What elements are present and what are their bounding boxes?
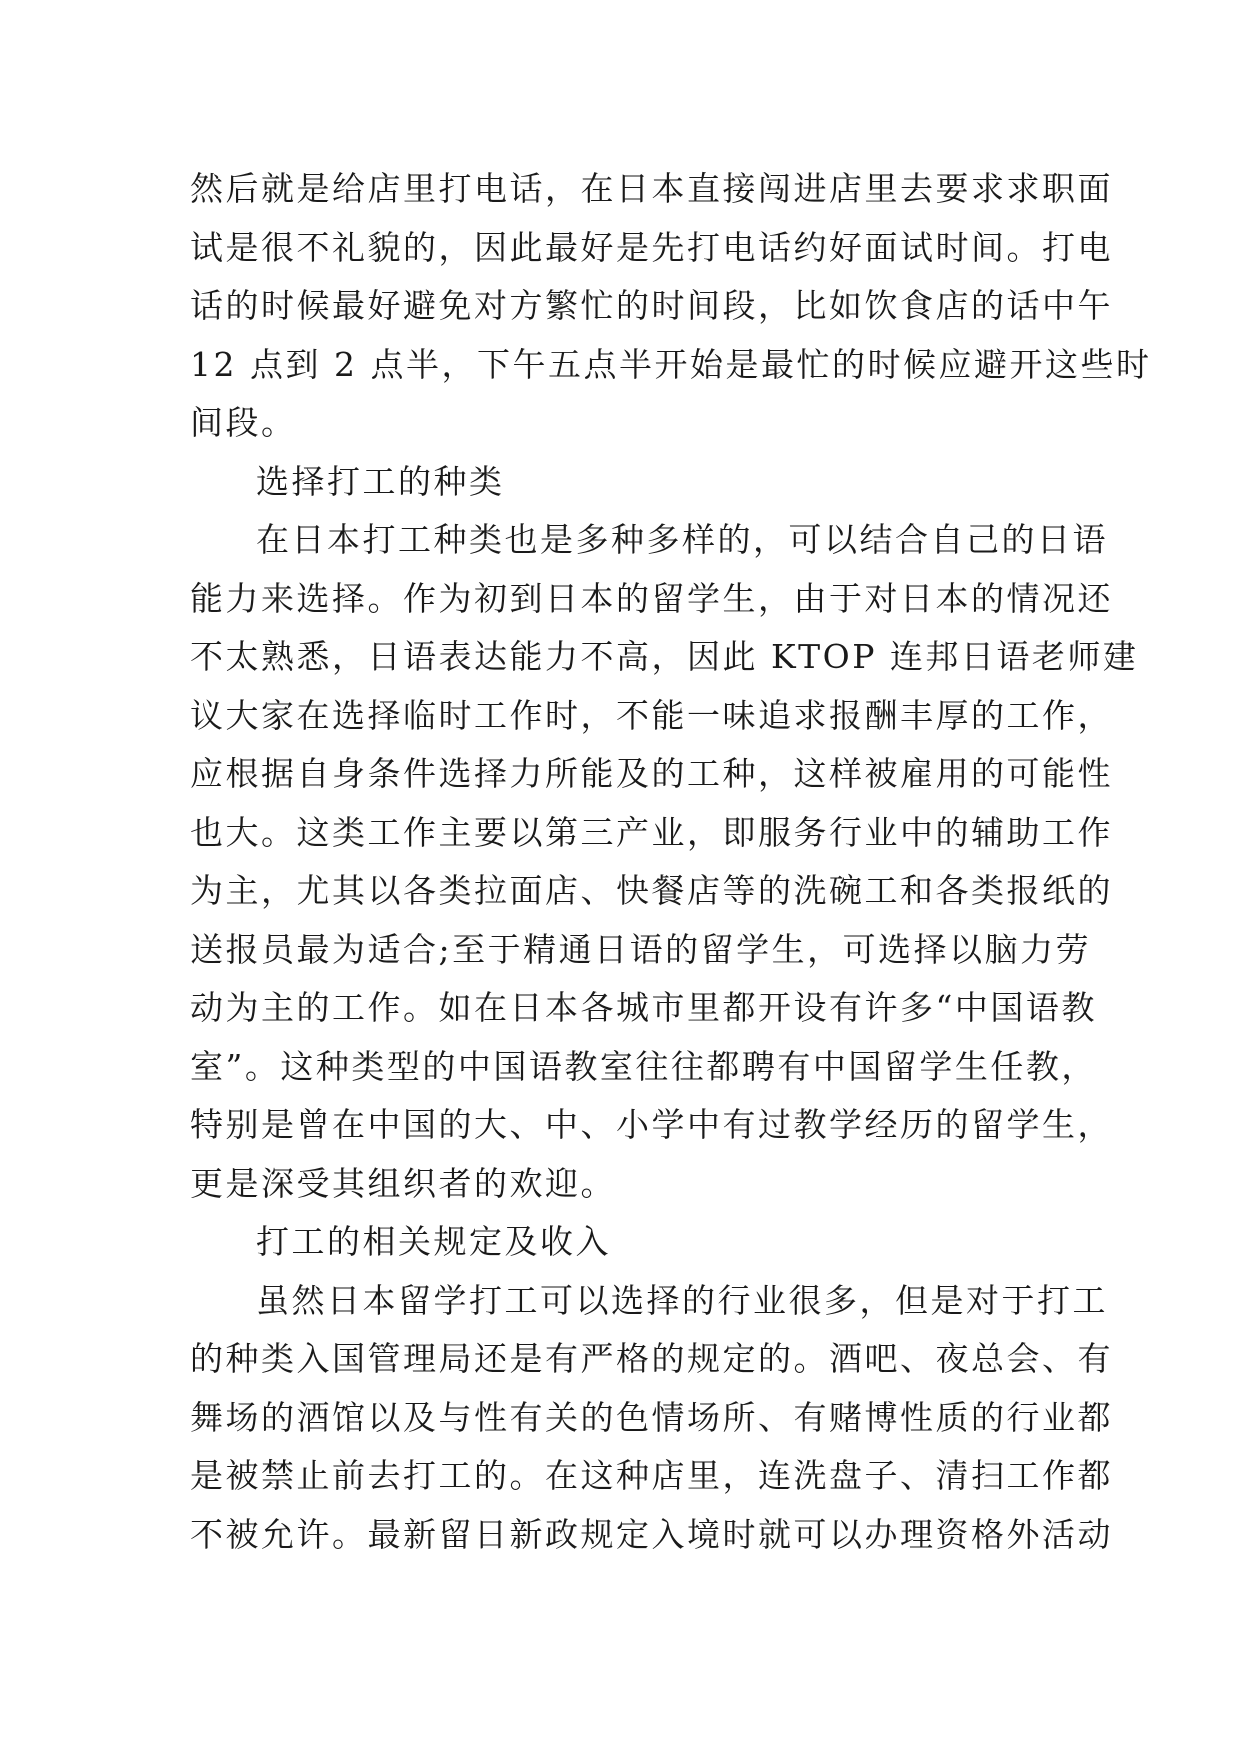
text-line: 然后就是给店里打电话，在日本直接闯进店里去要求求职面: [190, 169, 1113, 208]
text-line: 应根据自身条件选择力所能及的工种，这样被雇用的可能性: [190, 754, 1113, 793]
text-line: 能力来选择。作为初到日本的留学生，由于对日本的情况还: [190, 578, 1113, 618]
text-line: 是被禁止前去打工的。在这种店里，连洗盘子、清扫工作都: [190, 1456, 1113, 1495]
text-line: 12 点到 2 点半，下午五点半开始是最忙的时候应避开这些时: [190, 344, 1152, 384]
text-line: 送报员最为适合;至于精通日语的留学生，可选择以脑力劳: [190, 929, 1092, 969]
text-line: 为主，尤其以各类拉面店、快餐店等的洗碗工和各类报纸的: [190, 871, 1113, 910]
paragraph-regulations: [190, 1272, 1113, 1565]
document-body: [190, 160, 1152, 1564]
text-line: 在日本打工种类也是多种多样的，可以结合自己的日语: [256, 520, 1108, 559]
text-line: 话的时候最好避免对方繁忙的时间段，比如饮食店的话中午: [190, 286, 1113, 325]
section-heading-regulations: 打工的相关规定及收入: [256, 1222, 611, 1261]
text-line: 更是深受其组织者的欢迎。: [190, 1163, 616, 1203]
text-line: 试是很不礼貌的，因此最好是先打电话约好面试时间。打电: [190, 227, 1113, 267]
text-line: 间段。: [190, 403, 297, 442]
text-line: 舞场的酒馆以及与性有关的色情场所、有赌博性质的行业都: [190, 1397, 1113, 1437]
text-line: 议大家在选择临时工作时，不能一味追求报酬丰厚的工作，: [190, 695, 1113, 735]
paragraph-job-types: [190, 511, 1139, 1213]
text-line: 不被允许。最新留日新政规定入境时就可以办理资格外活动: [190, 1514, 1113, 1554]
text-line: 室”。这种类型的中国语教室往往都聘有中国留学生任教，: [190, 1046, 1097, 1086]
text-line: 虽然日本留学打工可以选择的行业很多，但是对于打工: [256, 1280, 1108, 1320]
paragraph-continued: [190, 160, 1152, 453]
text-line: 的种类入国管理局还是有严格的规定的。酒吧、夜总会、有: [190, 1339, 1113, 1378]
text-line: 动为主的工作。如在日本各城市里都开设有许多“中国语教: [190, 988, 1097, 1027]
text-line: 不太熟悉，日语表达能力不高，因此 KTOP 连邦日语老师建: [190, 637, 1139, 676]
section-heading-job-types: 选择打工的种类: [256, 461, 505, 501]
text-line: 特别是曾在中国的大、中、小学中有过教学经历的留学生，: [190, 1105, 1113, 1144]
text-line: 也大。这类工作主要以第三产业，即服务行业中的辅助工作: [190, 812, 1113, 852]
